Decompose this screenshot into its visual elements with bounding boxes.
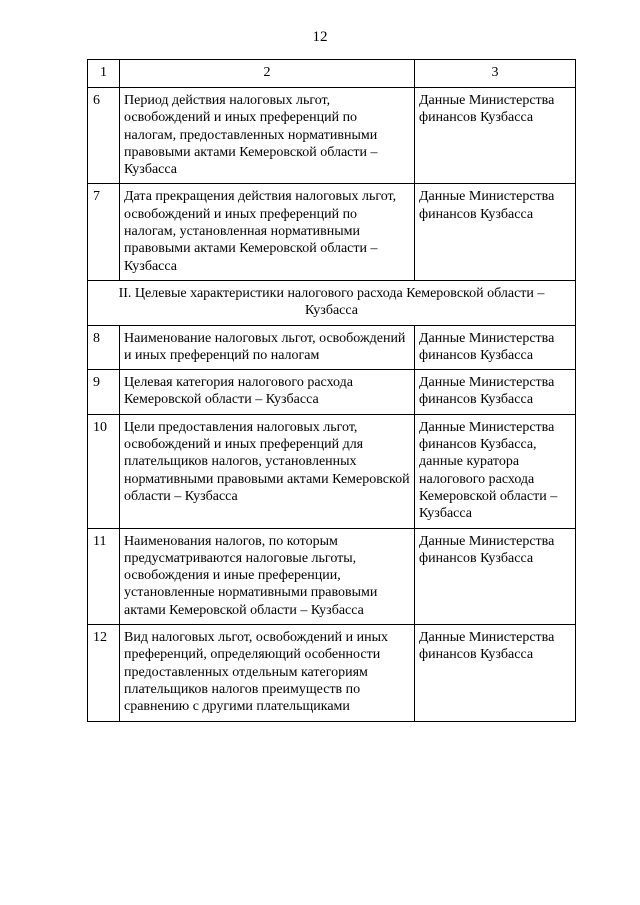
- header-cell-3: 3: [415, 60, 576, 88]
- header-cell-1: 1: [88, 60, 120, 88]
- row-number: 7: [88, 184, 120, 280]
- data-source: Данные Министерства финансов Кузбасса: [415, 625, 576, 721]
- data-source: Данные Министерства финансов Кузбасса: [415, 528, 576, 624]
- indicator-name: Цели предоставления налоговых льгот, освобождений и иных преференций для плательщиков налогов, установленных нормативными правовыми актами Кемеровской области – Кузбасса: [120, 414, 415, 528]
- section-heading-row: [88, 280, 576, 325]
- row-number: 9: [88, 370, 120, 415]
- table-header-row: [88, 60, 576, 88]
- indicators-table: [87, 59, 576, 722]
- indicator-name: Вид налоговых льгот, освобождений и иных преференций, определяющий особенности предоставленных отдельным категориям плательщиков налогов преимуществ по сравнению с другими плательщиками: [120, 625, 415, 721]
- table-row: [88, 184, 576, 280]
- row-number: 8: [88, 325, 120, 370]
- page-number: 12: [312, 29, 328, 45]
- row-number: 11: [88, 528, 120, 624]
- table-row: [88, 414, 576, 528]
- table-row: [88, 88, 576, 184]
- data-source: Данные Министерства финансов Кузбасса: [415, 325, 576, 370]
- data-source: Данные Министерства финансов Кузбасса: [415, 370, 576, 415]
- section-heading: II. Целевые характеристики налогового расхода Кемеровской области – Кузбасса: [88, 280, 576, 325]
- indicator-name: Период действия налоговых льгот, освобождений и иных преференций по налогам, предоставленных нормативными правовыми актами Кемеровской области – Кузбасса: [120, 88, 415, 184]
- indicator-name: Наименование налоговых льгот, освобождений и иных преференций по налогам: [120, 325, 415, 370]
- data-source: Данные Министерства финансов Кузбасса: [415, 184, 576, 280]
- header-cell-2: 2: [120, 60, 415, 88]
- indicator-name: Дата прекращения действия налоговых льгот, освобождений и иных преференций по налогам, установленная нормативными правовыми актами Кемеровской области – Кузбасса: [120, 184, 415, 280]
- table-row: [88, 528, 576, 624]
- row-number: 12: [88, 625, 120, 721]
- table-row: [88, 325, 576, 370]
- row-number: 6: [88, 88, 120, 184]
- table-row: [88, 370, 576, 415]
- indicator-name: Целевая категория налогового расхода Кемеровской области – Кузбасса: [120, 370, 415, 415]
- data-source: Данные Министерства финансов Кузбасса: [415, 88, 576, 184]
- table-row: [88, 625, 576, 721]
- data-source: Данные Министерства финансов Кузбасса, данные куратора налогового расхода Кемеровской области – Кузбасса: [415, 414, 576, 528]
- row-number: 10: [88, 414, 120, 528]
- indicator-name: Наименования налогов, по которым предусматриваются налоговые льготы, освобождения и иные преференции, установленные нормативными правовыми актами Кемеровской области – Кузбасса: [120, 528, 415, 624]
